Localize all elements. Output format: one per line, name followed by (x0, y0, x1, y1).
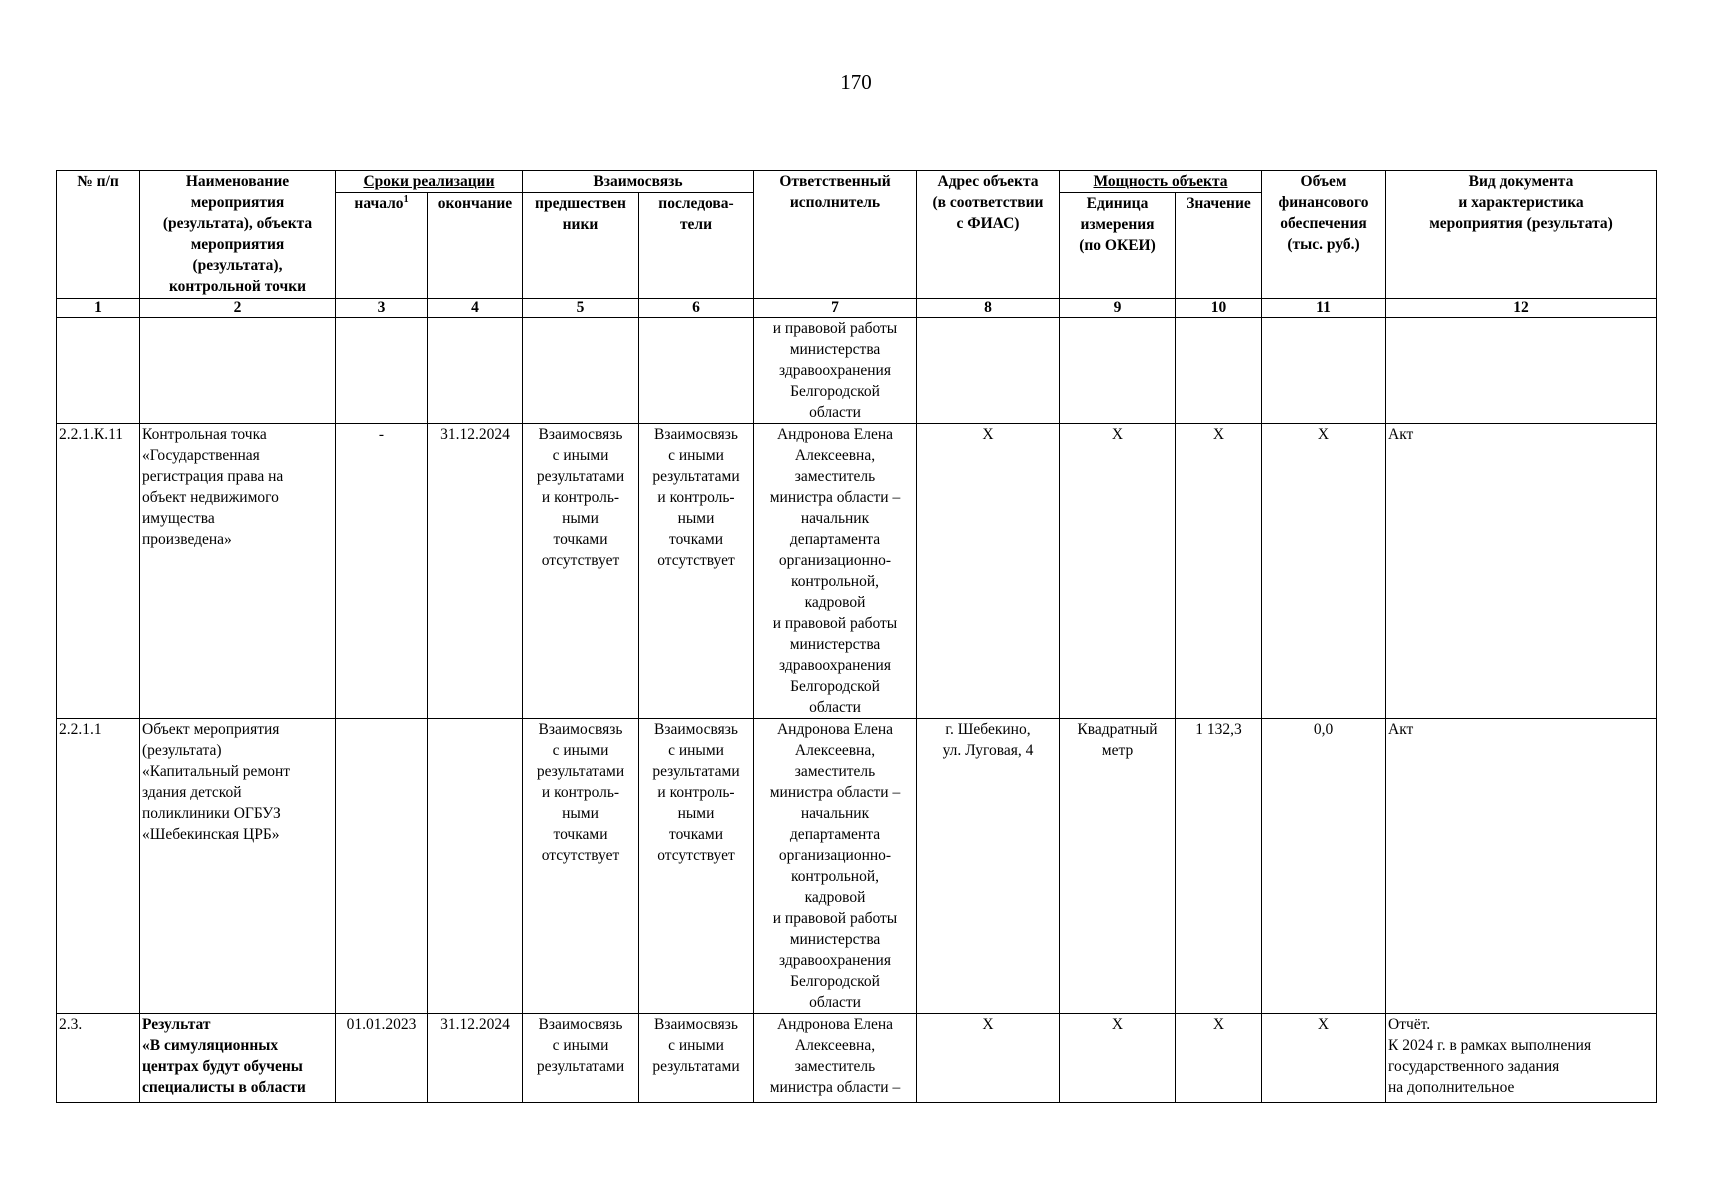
cell-next: Взаимосвязь с иными результатами и контроль- ными точками отсутствует (639, 424, 754, 719)
column-number: 9 (1060, 299, 1176, 318)
cell-unit: X (1060, 424, 1176, 719)
table-row (57, 719, 1657, 1014)
header-responsible: Ответственный исполнитель (754, 171, 917, 299)
cell-responsible: и правовой работы министерства здравоохранения Белгородской области (754, 318, 917, 424)
cell-finance: 0,0 (1262, 719, 1386, 1014)
cell-next: Взаимосвязь с иными результатами и контроль- ными точками отсутствует (639, 719, 754, 1014)
table-row-continuation (57, 318, 1657, 424)
cell-num: 2.2.1.К.11 (57, 424, 140, 719)
cell-address: X (917, 1014, 1060, 1103)
cell-name: Объект мероприятия (результата) «Капитальный ремонт здания детской поликлиники ОГБУЗ «Шебекинская ЦРБ» (140, 719, 336, 1014)
column-number: 1 (57, 299, 140, 318)
cell-start: 01.01.2023 (336, 1014, 428, 1103)
empty-cell (523, 318, 639, 424)
column-number: 5 (523, 299, 639, 318)
column-number: 11 (1262, 299, 1386, 318)
cell-num: 2.3. (57, 1014, 140, 1103)
header-num: № п/п (57, 171, 140, 299)
empty-cell (1060, 318, 1176, 424)
column-numbers-row (57, 299, 1657, 318)
cell-pred: Взаимосвязь с иными результатами (523, 1014, 639, 1103)
column-number: 4 (428, 299, 523, 318)
cell-num: 2.2.1.1 (57, 719, 140, 1014)
table-row (57, 1014, 1657, 1103)
table-row (57, 424, 1657, 719)
header-start: начало$^1$ (336, 193, 428, 299)
empty-cell (639, 318, 754, 424)
column-number: 10 (1176, 299, 1262, 318)
cell-address: г. Шебекино, ул. Луговая, 4 (917, 719, 1060, 1014)
header-doc-type: Вид документа и характеристика мероприятия (результата) (1386, 171, 1657, 299)
header-terms: Сроки реализации (336, 171, 523, 193)
empty-cell (1176, 318, 1262, 424)
cell-responsible: Андронова Елена Алексеевна, заместитель министра области – (754, 1014, 917, 1103)
cell-address: X (917, 424, 1060, 719)
header-value: Значение (1176, 193, 1262, 299)
header-link: Взаимосвязь (523, 171, 754, 193)
cell-unit: Квадратный метр (1060, 719, 1176, 1014)
activities-table (56, 170, 1657, 1103)
cell-start: - (336, 424, 428, 719)
cell-next: Взаимосвязь с иными результатами (639, 1014, 754, 1103)
cell-finance: X (1262, 424, 1386, 719)
cell-name: Результат «В симуляционных центрах будут обучены специалисты в области (140, 1014, 336, 1103)
header-end: окончание (428, 193, 523, 299)
column-number: 7 (754, 299, 917, 318)
empty-cell (336, 318, 428, 424)
header-capacity: Мощность объекта (1060, 171, 1262, 193)
header-address: Адрес объекта (в соответствии с ФИАС) (917, 171, 1060, 299)
empty-cell (428, 318, 523, 424)
header-unit: Единица измерения (по ОКЕИ) (1060, 193, 1176, 299)
cell-responsible: Андронова Елена Алексеевна, заместитель министра области – начальник департамента организационно- контрольной, кадровой и правовой работы министерства здравоохранения Белгородской области (754, 719, 917, 1014)
empty-cell (1386, 318, 1657, 424)
cell-end: 31.12.2024 (428, 1014, 523, 1103)
cell-value: X (1176, 1014, 1262, 1103)
header-row-1 (57, 171, 1657, 193)
cell-end (428, 719, 523, 1014)
header-finance: Объем финансового обеспечения (тыс. руб.) (1262, 171, 1386, 299)
cell-start (336, 719, 428, 1014)
cell-responsible: Андронова Елена Алексеевна, заместитель министра области – начальник департамента организационно- контрольной, кадровой и правовой работы министерства здравоохранения Белгородской области (754, 424, 917, 719)
cell-finance: X (1262, 1014, 1386, 1103)
cell-doc: Отчёт. К 2024 г. в рамках выполнения государственного задания на дополнительное (1386, 1014, 1657, 1103)
cell-pred: Взаимосвязь с иными результатами и контроль- ными точками отсутствует (523, 424, 639, 719)
cell-name: Контрольная точка «Государственная регистрация права на объект недвижимого имущества произведена» (140, 424, 336, 719)
header-name: Наименование мероприятия (результата), объекта мероприятия (результата), контрольной точки (140, 171, 336, 299)
empty-cell (140, 318, 336, 424)
cell-value: X (1176, 424, 1262, 719)
cell-value: 1 132,3 (1176, 719, 1262, 1014)
empty-cell (57, 318, 140, 424)
header-next: последова- тели (639, 193, 754, 299)
cell-pred: Взаимосвязь с иными результатами и контроль- ными точками отсутствует (523, 719, 639, 1014)
cell-doc: Акт (1386, 424, 1657, 719)
cell-doc: Акт (1386, 719, 1657, 1014)
column-number: 12 (1386, 299, 1657, 318)
column-number: 8 (917, 299, 1060, 318)
page-number: 170 (840, 70, 872, 94)
cell-end: 31.12.2024 (428, 424, 523, 719)
empty-cell (917, 318, 1060, 424)
empty-cell (1262, 318, 1386, 424)
column-number: 6 (639, 299, 754, 318)
header-pred: предшествен ники (523, 193, 639, 299)
column-number: 3 (336, 299, 428, 318)
column-number: 2 (140, 299, 336, 318)
cell-unit: X (1060, 1014, 1176, 1103)
